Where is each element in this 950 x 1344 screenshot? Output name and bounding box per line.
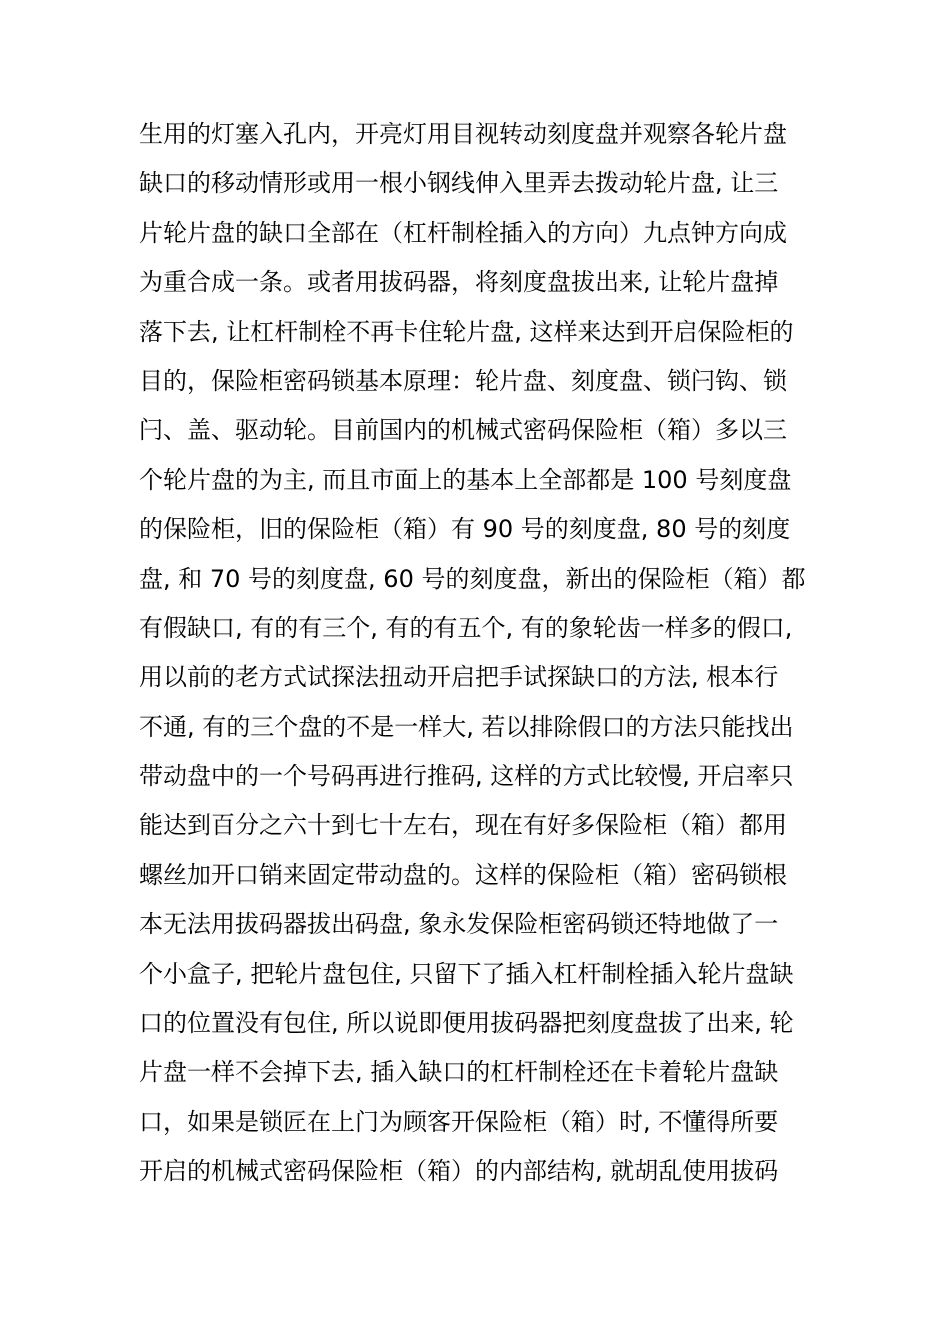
text-line: 螺丝加开口销来固定带动盘的。这样的保险柜（箱）密码锁根	[139, 860, 787, 889]
text-line: 本无法用拔码器拔出码盘, 象永发保险柜密码锁还特地做了一	[139, 910, 779, 939]
text-line: 有假缺口, 有的有三个, 有的有五个, 有的象轮齿一样多的假口,	[139, 613, 793, 642]
text-line: 口，如果是锁匠在上门为顾客开保险柜（箱）时, 不懂得所要	[139, 1107, 779, 1136]
text-line: 闩、盖、驱动轮。目前国内的机械式密码保险柜（箱）多以三	[139, 416, 787, 445]
text-line: 口的位置没有包住, 所以说即便用拔码器把刻度盘拔了出来, 轮	[139, 1009, 794, 1038]
text-line: 能达到百分之六十到七十左右，现在有好多保险柜（箱）都用	[139, 811, 787, 840]
text-line: 片轮片盘的缺口全部在（杠杆制栓插入的方向）九点钟方向成	[139, 218, 787, 247]
body-text	[139, 110, 819, 1197]
text-line: 片盘一样不会掉下去, 插入缺口的杠杆制栓还在卡着轮片盘缺	[139, 1058, 779, 1087]
text-line: 生用的灯塞入孔内，开亮灯用目视转动刻度盘并观察各轮片盘	[139, 120, 787, 148]
text-line: 目的，保险柜密码锁基本原理：轮片盘、刻度盘、锁闩钩、锁	[139, 366, 787, 395]
text-line: 开启的机械式密码保险柜（箱）的内部结构, 就胡乱使用拔码	[139, 1157, 779, 1186]
text-line: 个轮片盘的为主, 而且市面上的基本上全部都是 100 号刻度盘	[139, 465, 792, 494]
text-line: 用以前的老方式试探法扭动开启把手试探缺口的方法, 根本行	[139, 663, 779, 692]
text-line: 为重合成一条。或者用拔码器，将刻度盘拔出来, 让轮片盘掉	[139, 268, 779, 297]
text-line: 的保险柜，旧的保险柜（箱）有 90 号的刻度盘, 80 号的刻度	[139, 515, 791, 544]
text-line: 带动盘中的一个号码再进行推码, 这样的方式比较慢, 开启率只	[139, 762, 794, 791]
text-line: 盘, 和 70 号的刻度盘, 60 号的刻度盘，新出的保险柜（箱）都	[139, 564, 806, 593]
text-line: 缺口的移动情形或用一根小钢线伸入里弄去拨动轮片盘, 让三	[139, 169, 779, 198]
text-line: 落下去, 让杠杆制栓不再卡住轮片盘, 这样来达到开启保险柜的	[139, 317, 794, 346]
text-line: 不通, 有的三个盘的不是一样大, 若以排除假口的方法只能找出	[139, 712, 794, 741]
text-line: 个小盒子, 把轮片盘包住, 只留下了插入杠杆制栓插入轮片盘缺	[139, 959, 794, 988]
